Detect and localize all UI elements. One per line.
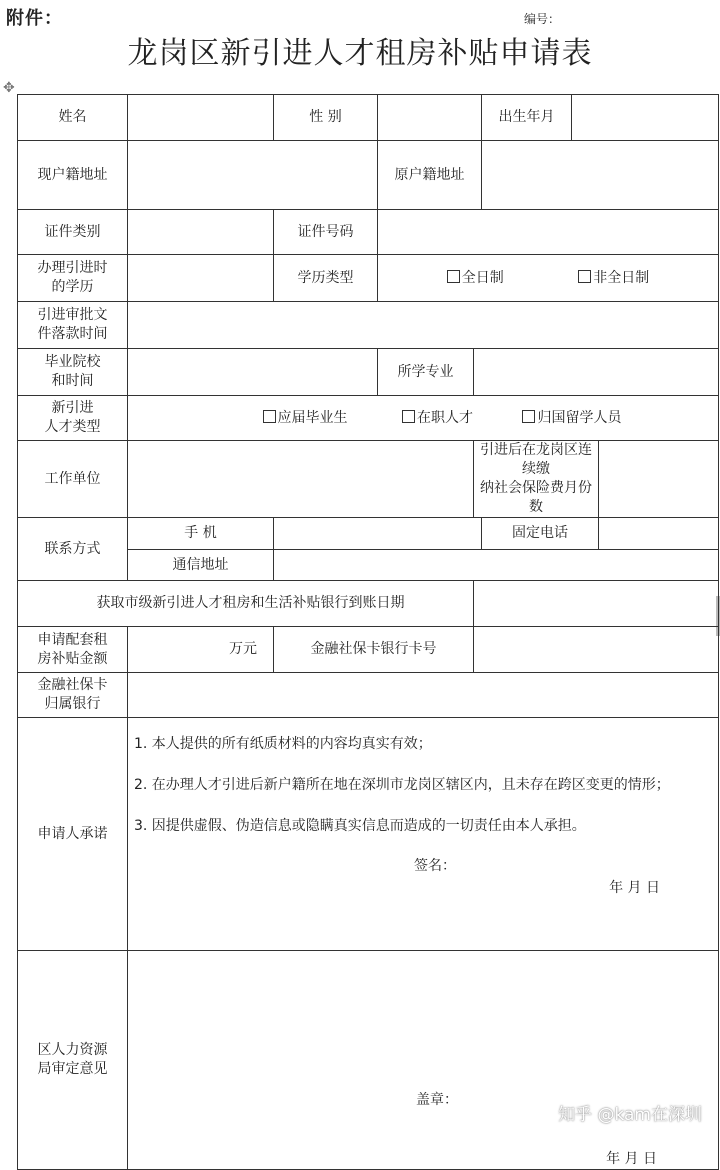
original-hukou-field[interactable] bbox=[482, 141, 719, 210]
id-type-field[interactable] bbox=[128, 210, 274, 255]
current-hukou-field[interactable] bbox=[128, 141, 378, 210]
name-field[interactable] bbox=[128, 95, 274, 141]
school-field[interactable] bbox=[128, 349, 378, 396]
parttime-checkbox[interactable]: 非全日制 bbox=[578, 269, 649, 288]
current-hukou-label: 现户籍地址 bbox=[18, 141, 128, 210]
signature-date: 年 月 日 bbox=[609, 880, 660, 896]
checkbox-icon bbox=[447, 270, 460, 283]
employed-checkbox[interactable]: 在职人才 bbox=[402, 409, 473, 428]
checkbox-icon bbox=[578, 270, 591, 283]
table-row bbox=[18, 302, 719, 349]
review-label: 区人力资源 局审定意见 bbox=[18, 951, 128, 1170]
table-row bbox=[18, 141, 719, 210]
approval-date-field[interactable] bbox=[128, 302, 719, 349]
watermark: 知乎 @kam在深圳 bbox=[558, 1105, 702, 1125]
card-number-label: 金融社保卡银行卡号 bbox=[274, 627, 474, 673]
birth-field[interactable] bbox=[572, 95, 719, 141]
returnee-checkbox[interactable]: 归国留学人员 bbox=[522, 409, 621, 428]
attachment-label: 附件： bbox=[6, 8, 63, 29]
education-label: 办理引进时 的学历 bbox=[18, 255, 128, 302]
table-row bbox=[18, 673, 719, 718]
address-field[interactable] bbox=[274, 550, 719, 581]
social-months-label: 引进后在龙岗区连续缴 纳社会保险费月份数 bbox=[474, 441, 599, 518]
gender-field[interactable] bbox=[378, 95, 482, 141]
bank-field[interactable] bbox=[128, 673, 719, 718]
major-field[interactable] bbox=[474, 349, 719, 396]
application-form-table bbox=[17, 94, 719, 1170]
review-content[interactable] bbox=[128, 951, 719, 1170]
table-row bbox=[18, 349, 719, 396]
social-months-field[interactable] bbox=[599, 441, 719, 518]
checkbox-icon bbox=[522, 410, 535, 423]
table-row bbox=[18, 581, 719, 627]
mobile-field[interactable] bbox=[274, 518, 482, 550]
table-row bbox=[18, 627, 719, 673]
contact-label: 联系方式 bbox=[18, 518, 128, 581]
seal-label: 盖章： bbox=[416, 1092, 458, 1108]
checkbox-icon bbox=[263, 410, 276, 423]
bank-label: 金融社保卡 归属银行 bbox=[18, 673, 128, 718]
card-number-field[interactable] bbox=[474, 627, 719, 673]
name-label: 姓名 bbox=[18, 95, 128, 141]
id-number-label: 证件号码 bbox=[274, 210, 378, 255]
pledge-content bbox=[128, 718, 719, 951]
talent-type-options bbox=[128, 396, 719, 441]
checkbox-icon bbox=[402, 410, 415, 423]
education-type-label: 学历类型 bbox=[274, 255, 378, 302]
review-date: 年 月 日 bbox=[606, 1151, 657, 1167]
city-subsidy-field[interactable] bbox=[474, 581, 719, 627]
table-row bbox=[18, 718, 719, 951]
address-label: 通信地址 bbox=[128, 550, 274, 581]
pledge-item-1: 1. 本人提供的所有纸质材料的内容均真实有效； bbox=[134, 736, 432, 752]
pledge-item-3: 3. 因提供虚假、伪造信息或隐瞒真实信息而造成的一切责任由本人承担。 bbox=[134, 818, 586, 834]
pledge-item-2: 2. 在办理人才引进后新户籍所在地在深圳市龙岗区辖区内，且未存在跨区变更的情形； bbox=[134, 777, 670, 793]
major-label: 所学专业 bbox=[378, 349, 474, 396]
city-subsidy-label: 获取市级新引进人才租房和生活补贴银行到账日期 bbox=[18, 581, 474, 627]
fulltime-checkbox[interactable]: 全日制 bbox=[447, 269, 504, 288]
signature-label[interactable]: 签名： bbox=[414, 858, 456, 874]
education-field[interactable] bbox=[128, 255, 274, 302]
table-row bbox=[18, 518, 719, 550]
mobile-label: 手 机 bbox=[128, 518, 274, 550]
school-label: 毕业院校 和时间 bbox=[18, 349, 128, 396]
table-row bbox=[18, 396, 719, 441]
education-type-options bbox=[378, 255, 719, 302]
id-type-label: 证件类别 bbox=[18, 210, 128, 255]
pledge-label: 申请人承诺 bbox=[18, 718, 128, 951]
workplace-label: 工作单位 bbox=[18, 441, 128, 518]
amount-label: 申请配套租 房补贴金额 bbox=[18, 627, 128, 673]
table-row bbox=[18, 255, 719, 302]
amount-field[interactable]: 万元 bbox=[128, 627, 274, 673]
talent-type-label: 新引进 人才类型 bbox=[18, 396, 128, 441]
landline-field[interactable] bbox=[599, 518, 719, 550]
table-row bbox=[18, 210, 719, 255]
table-row bbox=[18, 441, 719, 518]
workplace-field[interactable] bbox=[128, 441, 474, 518]
approval-date-label: 引进审批文 件落款时间 bbox=[18, 302, 128, 349]
id-number-field[interactable] bbox=[378, 210, 719, 255]
move-handle-icon[interactable]: ✥ bbox=[3, 80, 15, 96]
serial-number-label: 编号： bbox=[524, 12, 561, 26]
page-title: 龙岗区新引进人才租房补贴申请表 bbox=[127, 36, 593, 71]
table-row bbox=[18, 951, 719, 1170]
landline-label: 固定电话 bbox=[482, 518, 599, 550]
gender-label: 性 别 bbox=[274, 95, 378, 141]
birth-label: 出生年月 bbox=[482, 95, 572, 141]
graduate-checkbox[interactable]: 应届毕业生 bbox=[263, 409, 348, 428]
table-row bbox=[18, 95, 719, 141]
original-hukou-label: 原户籍地址 bbox=[378, 141, 482, 210]
